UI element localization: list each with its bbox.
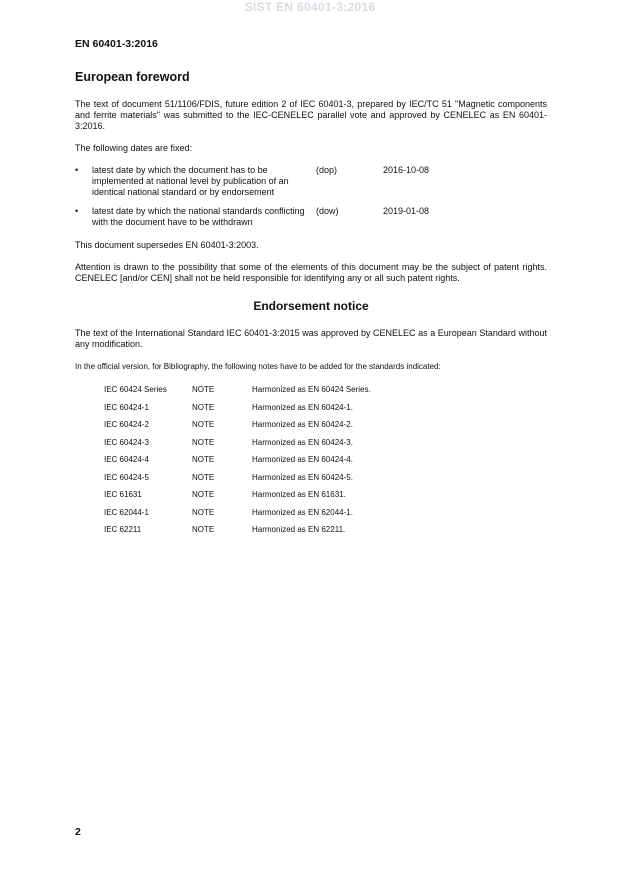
table-row bbox=[104, 472, 371, 490]
endorsement-text: The text of the International Standard IEC 60401-3:2015 was approved by CENELEC as a European Standard without any modification. bbox=[75, 328, 547, 349]
dates-list bbox=[75, 165, 547, 228]
patent-attention: Attention is drawn to the possibility that some of the elements of this document may be the subject of patent rights. CENELEC [and/or CEN] shall not be held responsible for identifying any or all such patent rights. bbox=[75, 262, 547, 283]
note-label: NOTE bbox=[192, 385, 215, 394]
date-abbreviation: (dow) bbox=[316, 206, 339, 216]
note-label: NOTE bbox=[192, 455, 215, 464]
table-row bbox=[104, 419, 371, 437]
note-label: NOTE bbox=[192, 525, 215, 534]
note-label: NOTE bbox=[192, 402, 215, 412]
note-label: NOTE bbox=[192, 490, 215, 499]
date-description: latest date by which the national standards conflicting with the document have to be withdrawn bbox=[92, 206, 305, 227]
foreword-title: European foreword bbox=[75, 70, 190, 84]
note-text: Harmonized as EN 62211. bbox=[252, 525, 346, 534]
watermark: SIST EN 60401-3:2016 bbox=[244, 0, 376, 14]
standard-id: IEC 60424 Series bbox=[104, 385, 167, 394]
note-text: Harmonized as EN 60424 Series. bbox=[252, 385, 371, 394]
table-row bbox=[104, 507, 371, 525]
bibliography-intro: In the official version, for Bibliography, the following notes have to be added for the standards indicated: bbox=[75, 362, 441, 371]
standard-id: IEC 60424-5 bbox=[104, 472, 149, 482]
standard-id: IEC 61631 bbox=[104, 490, 142, 499]
supersedes-note: This document supersedes EN 60401-3:2003. bbox=[75, 240, 259, 250]
endorsement-title: Endorsement notice bbox=[253, 299, 369, 313]
table-row bbox=[104, 489, 371, 507]
standard-id: IEC 60424-1 bbox=[104, 402, 149, 412]
date-abbreviation: (dop) bbox=[316, 165, 338, 175]
note-label: NOTE bbox=[192, 507, 215, 517]
page-number: 2 bbox=[75, 826, 81, 838]
table-row bbox=[104, 454, 371, 472]
note-text: Harmonized as EN 60424-4. bbox=[252, 455, 353, 464]
standard-id: IEC 62044-1 bbox=[104, 507, 149, 517]
standard-id: IEC 60424-2 bbox=[104, 420, 149, 429]
dates-intro: The following dates are fixed: bbox=[75, 143, 193, 153]
document-id: EN 60401-3:2016 bbox=[75, 38, 158, 50]
table-row bbox=[104, 524, 371, 542]
standard-id: IEC 60424-4 bbox=[104, 455, 149, 464]
note-text: Harmonized as EN 60424-5. bbox=[252, 472, 353, 482]
bullet: • bbox=[75, 165, 79, 175]
date-description: latest date by which the document has to be implemented at national level by publication of an identical national standard or by endorsement bbox=[92, 165, 289, 197]
table-row bbox=[104, 402, 371, 420]
note-text: Harmonized as EN 60424-2. bbox=[252, 420, 353, 429]
page-content bbox=[75, 72, 547, 542]
table-row bbox=[104, 384, 371, 402]
standard-id: IEC 62211 bbox=[104, 525, 142, 534]
note-label: NOTE bbox=[192, 420, 215, 429]
note-text: Harmonized as EN 60424-1. bbox=[252, 402, 353, 412]
standard-id: IEC 60424-3 bbox=[104, 437, 149, 447]
note-label: NOTE bbox=[192, 437, 215, 447]
bullet: • bbox=[75, 206, 79, 216]
note-text: Harmonized as EN 61631. bbox=[252, 490, 346, 499]
date-value: 2016-10-08 bbox=[383, 165, 430, 175]
table-row bbox=[104, 437, 371, 455]
note-label: NOTE bbox=[192, 472, 215, 482]
note-text: Harmonized as EN 60424-3. bbox=[252, 437, 353, 447]
bibliography-notes-table bbox=[104, 384, 371, 542]
foreword-intro: The text of document 51/1106/FDIS, future edition 2 of IEC 60401-3, prepared by IEC/TC 51 "Magnetic components and ferrite materials" was submitted to the IEC-CENELEC parallel vote and approved by CENELEC as EN 60401-3:2016. bbox=[75, 99, 547, 131]
date-value: 2019-01-08 bbox=[383, 206, 430, 216]
date-item-dow bbox=[75, 206, 547, 228]
date-item-dop bbox=[75, 165, 547, 198]
note-text: Harmonized as EN 62044-1. bbox=[252, 507, 353, 517]
